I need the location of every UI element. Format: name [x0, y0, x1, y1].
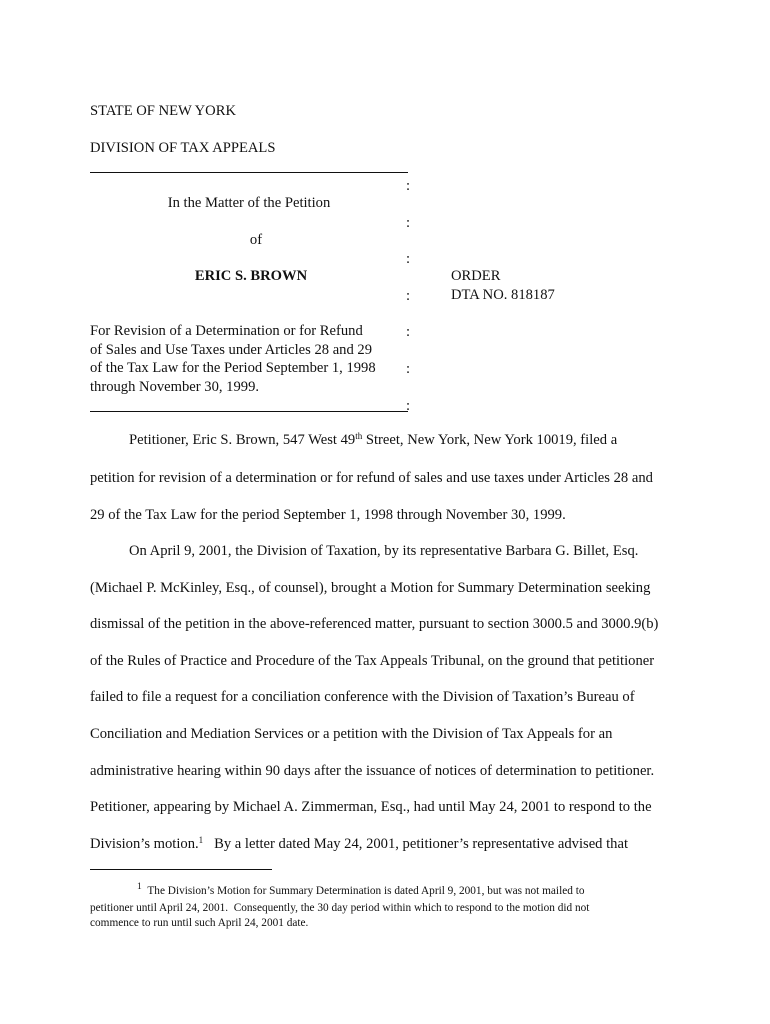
caption-colon: : [406, 361, 411, 377]
footnote-separator [90, 869, 272, 870]
order-label: ORDER [451, 268, 501, 284]
footnote-line: $^1$ The Division’s Motion for Summary Determination is dated April 9, 2001, but was not mailed to [137, 882, 585, 897]
footnote-line: commence to run until such April 24, 2001 date. [90, 917, 309, 929]
caption-top-rule [90, 172, 408, 173]
division-heading: DIVISION OF TAX APPEALS [90, 140, 276, 156]
footnote-marker: 1 [137, 882, 142, 892]
caption-bottom-rule [90, 411, 408, 412]
caption-colon: : [406, 398, 411, 414]
dta-number: DTA NO. 818187 [451, 287, 555, 303]
caption-colon: : [406, 251, 411, 267]
of-line: of [249, 232, 263, 248]
caption-purpose-line: of Sales and Use Taxes under Articles 28 and 29 [90, 342, 373, 358]
caption-colon: : [406, 324, 411, 340]
footnote-reference[interactable]: 1 [198, 835, 204, 845]
body-line: Division’s motion.$^1$ By a letter dated May 24, 2001, petitioner’s representative advised that [90, 835, 629, 852]
body-line: failed to file a request for a conciliation conference with the Division of Taxation’s Bureau of [90, 689, 635, 705]
caption-purpose-line: through November 30, 1999. [90, 379, 260, 395]
caption-colon: : [406, 288, 411, 304]
state-heading: STATE OF NEW YORK [90, 103, 236, 119]
caption-purpose-line: For Revision of a Determination or for Refund [90, 323, 363, 339]
body-line: dismissal of the petition in the above-referenced matter, pursuant to section 3000.5 and 3000.9(b) [90, 616, 659, 632]
body-line: 29 of the Tax Law for the period September 1, 1998 through November 30, 1999. [90, 507, 566, 523]
body-line: On April 9, 2001, the Division of Taxation, by its representative Barbara G. Billet, Esq. [129, 543, 639, 559]
footnote-line: petitioner until April 24, 2001. Consequently, the 30 day period within which to respond to the motion did not [90, 902, 590, 914]
body-line: Petitioner, appearing by Michael A. Zimmerman, Esq., had until May 24, 2001 to respond to the [90, 799, 652, 815]
body-line: Petitioner, Eric S. Brown, 547 West 49th Street, New York, New York 10019, filed a [129, 431, 618, 448]
caption-purpose-line: of the Tax Law for the Period September 1, 1998 [90, 360, 376, 376]
body-line: of the Rules of Practice and Procedure of the Tax Appeals Tribunal, on the ground that petitioner [90, 653, 655, 669]
body-line: petition for revision of a determination or for refund of sales and use taxes under Articles 28 and [90, 470, 653, 486]
body-line: Conciliation and Mediation Services or a petition with the Division of Tax Appeals for an [90, 726, 613, 742]
caption-colon: : [406, 215, 411, 231]
body-line: (Michael P. McKinley, Esq., of counsel), brought a Motion for Summary Determination seeking [90, 580, 651, 596]
body-line: administrative hearing within 90 days after the issuance of notices of determination to petitioner. [90, 763, 655, 779]
superscript-th: th [355, 431, 363, 441]
petitioner-name: ERIC S. BROWN [194, 268, 308, 284]
caption-colon: : [406, 178, 411, 194]
matter-line: In the Matter of the Petition [167, 195, 331, 211]
